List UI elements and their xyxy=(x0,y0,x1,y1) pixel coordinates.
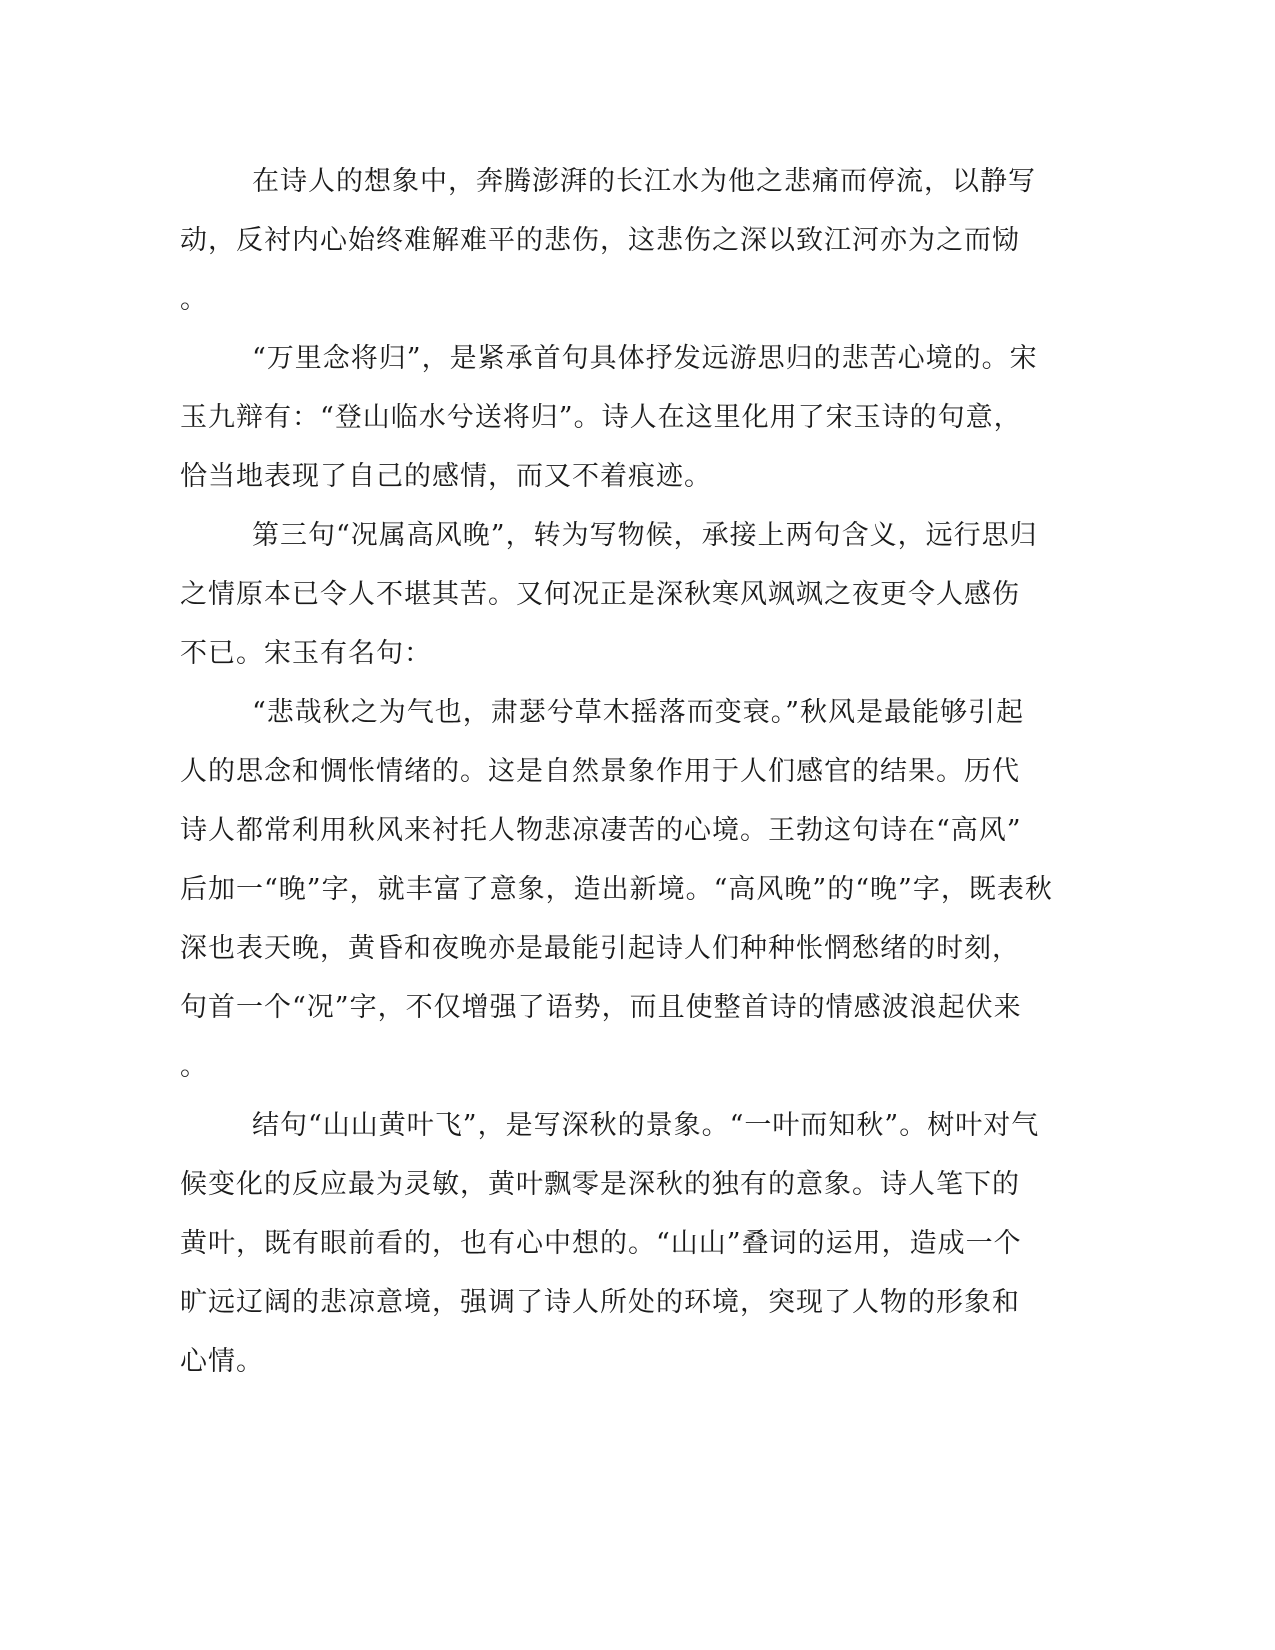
text-line: 。 xyxy=(180,284,208,315)
paragraph-2 xyxy=(180,329,1050,506)
text-line: 玉九辩有：“登山临水兮送将归”。诗人在这里化用了宋玉诗的句意， xyxy=(180,402,1022,433)
text-line: 人的思念和惆怅情绪的。这是自然景象作用于人们感官的结果。历代 xyxy=(180,756,1020,787)
text-line: 之情原本已令人不堪其苦。又何况正是深秋寒风飒飒之夜更令人感伤 xyxy=(180,579,1020,610)
text-line: 。 xyxy=(180,1051,208,1082)
text-line: 恰当地表现了自己的感情，而又不着痕迹。 xyxy=(180,461,712,492)
paragraph-4 xyxy=(180,683,1053,1096)
text-line: 句首一个“况”字，不仅增强了语势，而且使整首诗的情感波浪起伏来 xyxy=(180,992,1022,1023)
text-line: “万里念将归”，是紧承首句具体抒发远游思归的悲苦心境的。宋 xyxy=(252,343,1038,374)
text-line: 诗人都常利用秋风来衬托人物悲凉凄苦的心境。王勃这句诗在“高风” xyxy=(180,815,1022,846)
text-line: 结句“山山黄叶飞”，是写深秋的景象。“一叶而知秋”。树叶对气 xyxy=(252,1110,1040,1141)
text-line: “悲哉秋之为气也，肃瑟兮草木摇落而变衰。”秋风是最能够引起 xyxy=(252,697,1025,728)
paragraph-3 xyxy=(180,506,1050,683)
paragraph-5 xyxy=(180,1096,1050,1391)
text-line: 后加一“晚”字，就丰富了意象，造出新境。“高风晚”的“晚”字，既表秋 xyxy=(180,874,1053,905)
paragraph-1 xyxy=(180,152,1050,329)
text-line: 动，反衬内心始终难解难平的悲伤，这悲伤之深以致江河亦为之而恸 xyxy=(180,225,1020,256)
text-line: 旷远辽阔的悲凉意境，强调了诗人所处的环境，突现了人物的形象和 xyxy=(180,1287,1020,1318)
text-line: 候变化的反应最为灵敏，黄叶飘零是深秋的独有的意象。诗人笔下的 xyxy=(180,1169,1020,1200)
text-line: 心情。 xyxy=(180,1346,264,1377)
text-line: 不已。宋玉有名句： xyxy=(180,638,432,669)
text-line: 第三句“况属高风晚”，转为写物候，承接上两句含义，远行思归 xyxy=(252,520,1038,551)
document-body xyxy=(180,152,1053,1391)
text-line: 深也表天晚，黄昏和夜晚亦是最能引起诗人们种种怅惘愁绪的时刻， xyxy=(180,933,1020,964)
text-line: 黄叶，既有眼前看的，也有心中想的。“山山”叠词的运用，造成一个 xyxy=(180,1228,1022,1259)
text-line: 在诗人的想象中，奔腾澎湃的长江水为他之悲痛而停流，以静写 xyxy=(252,166,1036,197)
